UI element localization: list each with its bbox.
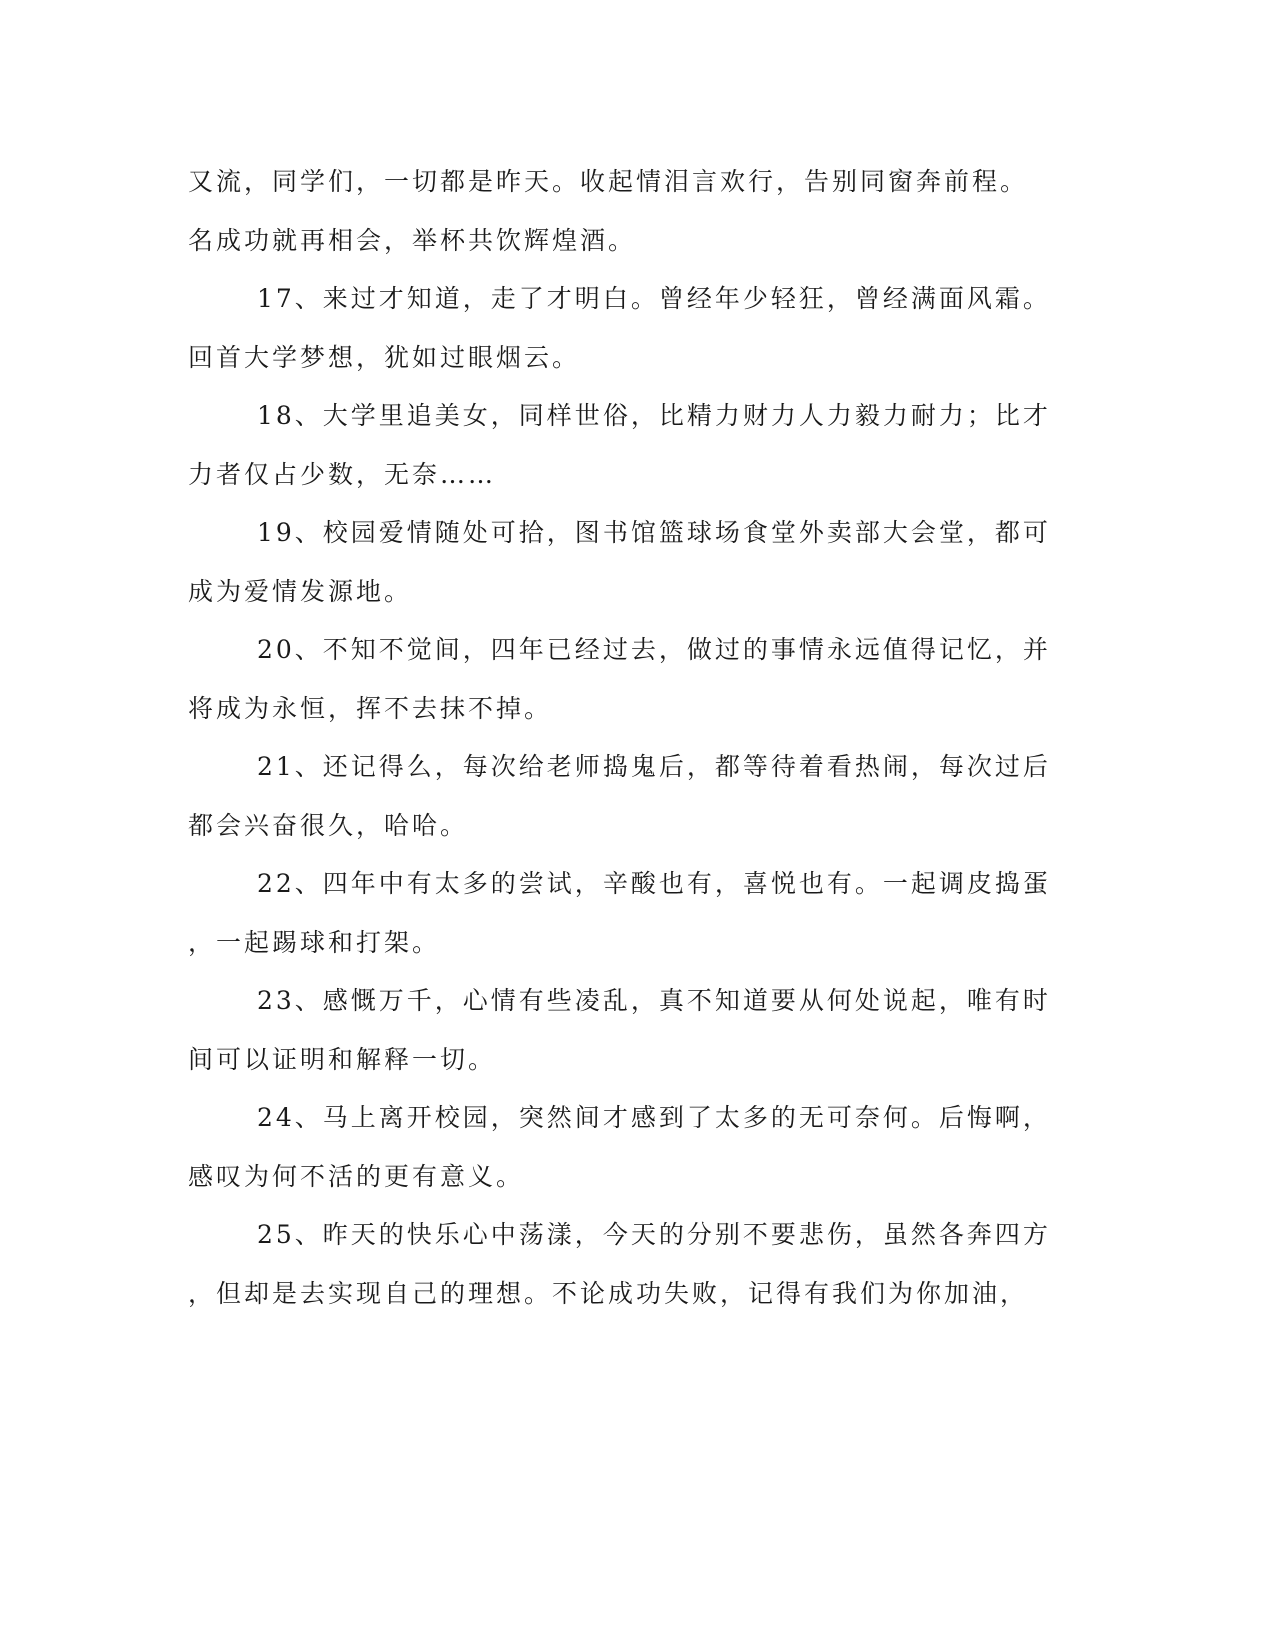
item-25-line-1: 25、昨天的快乐心中荡漾，今天的分别不要悲伤，虽然各奔四方 [257,1220,1051,1249]
item-20-line-1: 20、不知不觉间，四年已经过去，做过的事情永远值得记忆，并 [257,635,1051,664]
item-17-line-2: 回首大学梦想，犹如过眼烟云。 [188,343,581,372]
item-24-line-1: 24、马上离开校园，突然间才感到了太多的无可奈何。后悔啊， [257,1103,1051,1132]
item-18-line-2: 力者仅占少数，无奈…… [188,460,497,489]
item-22-line-1: 22、四年中有太多的尝试，辛酸也有，喜悦也有。一起调皮捣蛋 [257,869,1051,898]
item-22-line-2: ，一起踢球和打架。 [188,928,441,957]
item-17-line-1: 17、来过才知道，走了才明白。曾经年少轻狂，曾经满面风霜。 [257,284,1051,313]
item-25-line-2: ，但却是去实现自己的理想。不论成功失败，记得有我们为你加油， [188,1279,1029,1308]
item-19-line-2: 成为爱情发源地。 [188,577,413,606]
item-24-line-2: 感叹为何不活的更有意义。 [188,1162,525,1191]
item-19-line-1: 19、校园爱情随处可拾，图书馆篮球场食堂外卖部大会堂，都可 [257,518,1051,547]
text-line: 又流，同学们，一切都是昨天。收起情泪言欢行，告别同窗奔前程。 [188,167,1029,196]
item-20-line-2: 将成为永恒，挥不去抹不掉。 [188,694,553,723]
item-23-line-1: 23、感慨万千，心情有些凌乱，真不知道要从何处说起，唯有时 [257,986,1051,1015]
text-line: 名成功就再相会，举杯共饮辉煌酒。 [188,226,637,255]
item-21-line-1: 21、还记得么，每次给老师捣鬼后，都等待着看热闹，每次过后 [257,752,1051,781]
item-18-line-1: 18、大学里追美女，同样世俗，比精力财力人力毅力耐力；比才 [257,401,1051,430]
item-21-line-2: 都会兴奋很久，哈哈。 [188,811,469,840]
item-23-line-2: 间可以证明和解释一切。 [188,1045,497,1074]
